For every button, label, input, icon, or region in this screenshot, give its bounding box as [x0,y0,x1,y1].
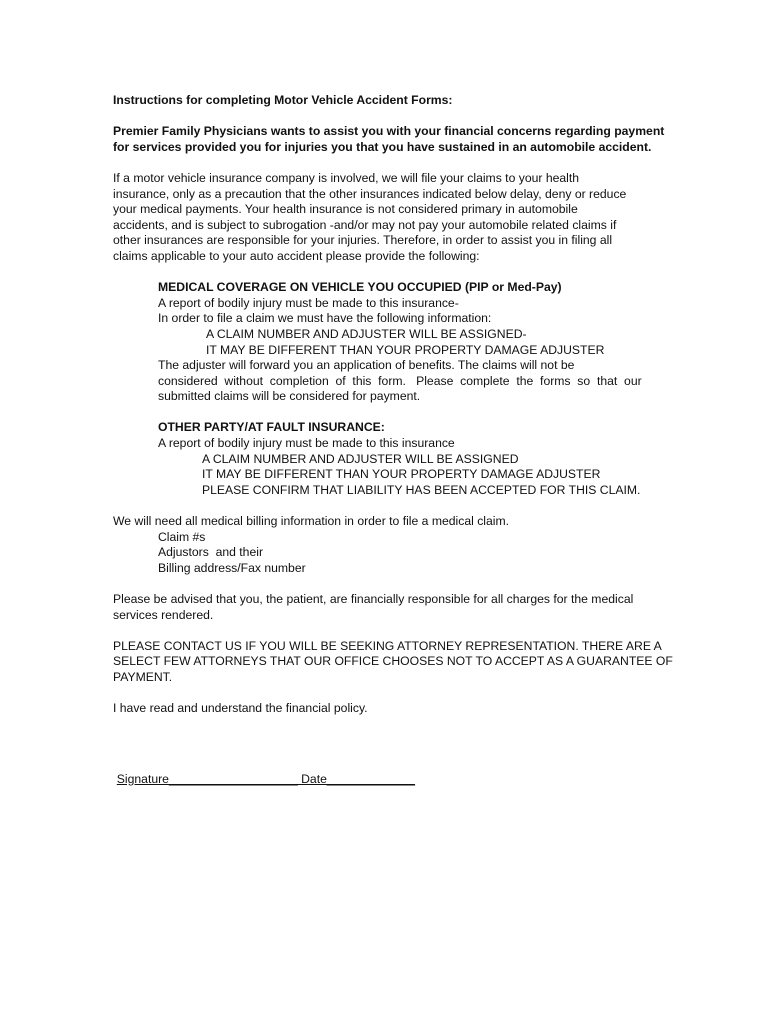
medical-adjuster-3: submitted claims will be considered for payment. [158,389,421,404]
other-party-caps-2: IT MAY BE DIFFERENT THAN YOUR PROPERTY DAMAGE ADJUSTER [202,467,601,482]
other-party-title: OTHER PARTY/AT FAULT INSURANCE: [158,420,385,435]
medical-caps-2: IT MAY BE DIFFERENT THAN YOUR PROPERTY DAMAGE ADJUSTER [206,342,605,357]
acknowledgement: I have read and understand the financial policy. [113,701,368,716]
intro-line-1: Premier Family Physicians wants to assist you with your financial concerns regarding payment [113,124,665,139]
billing-intro: We will need all medical billing information in order to file a medical claim. [113,514,510,529]
contact-line-3: PAYMENT. [113,669,173,684]
other-party-caps-1: A CLAIM NUMBER AND ADJUSTER WILL BE ASSIGNED [202,451,519,466]
advised-line-2: services rendered. [113,607,214,622]
document-page [113,93,673,717]
signature-date-label: Signature___________________ Date_____________ [116,771,415,786]
paragraph1-line-3: your medical payments. Your health insurance is not considered primary in automobile [113,202,578,217]
contact-line-2: SELECT FEW ATTORNEYS THAT OUR OFFICE CHOOSES NOT TO ACCEPT AS A GUARANTEE OF [113,654,673,669]
page-heading: Instructions for completing Motor Vehicle Accident Forms: [113,93,453,107]
other-party-caps-3: PLEASE CONFIRM THAT LIABILITY HAS BEEN ACCEPTED FOR THIS CLAIM. [202,482,641,497]
paragraph1-line-5: other insurances are responsible for your injuries. Therefore, in order to assist you in filing all [113,233,613,248]
medical-line-2: In order to file a claim we must have the following information: [158,311,492,326]
billing-list [113,530,673,577]
medical-line-1: A report of bodily injury must be made to this insurance- [158,295,459,310]
contact-line-1: PLEASE CONTACT US IF YOU WILL BE SEEKING ATTORNEY REPRESENTATION. THERE ARE A [113,638,662,653]
paragraph1-line-6: claims applicable to your auto accident please provide the following: [113,248,480,263]
medical-caps-1: A CLAIM NUMBER AND ADJUSTER WILL BE ASSIGNED- [206,326,527,341]
billing-item: Adjustors and their [158,545,264,560]
medical-coverage-section [113,280,673,327]
paragraph1-line-2: insurance, only as a precaution that the other insurances indicated below delay, deny or reduce [113,186,627,201]
billing-item: Billing address/Fax number [158,560,306,575]
paragraph1-line-4: accidents, and is subject to subrogation -and/or may not pay your automobile related claims if [113,217,617,232]
medical-adjuster-2: considered without completion of this form. Please complete the forms so that our [158,373,642,388]
other-party-section [113,420,673,451]
other-party-line-1: A report of bodily injury must be made to this insurance [158,436,455,451]
medical-adjuster-1: The adjuster will forward you an application of benefits. The claims will not be [158,358,575,373]
medical-coverage-title: MEDICAL COVERAGE ON VEHICLE YOU OCCUPIED (PIP or Med-Pay) [158,280,562,295]
paragraph1-line-1: If a motor vehicle insurance company is involved, we will file your claims to your health [113,170,580,185]
billing-item: Claim #s [158,529,206,544]
advised-line-1: Please be advised that you, the patient, are financially responsible for all charges for the medical [113,592,634,606]
signature-date-line[interactable] [110,756,415,787]
intro-line-2: for services provided you for injuries you that you have sustained in an automobile accident. [113,139,652,154]
